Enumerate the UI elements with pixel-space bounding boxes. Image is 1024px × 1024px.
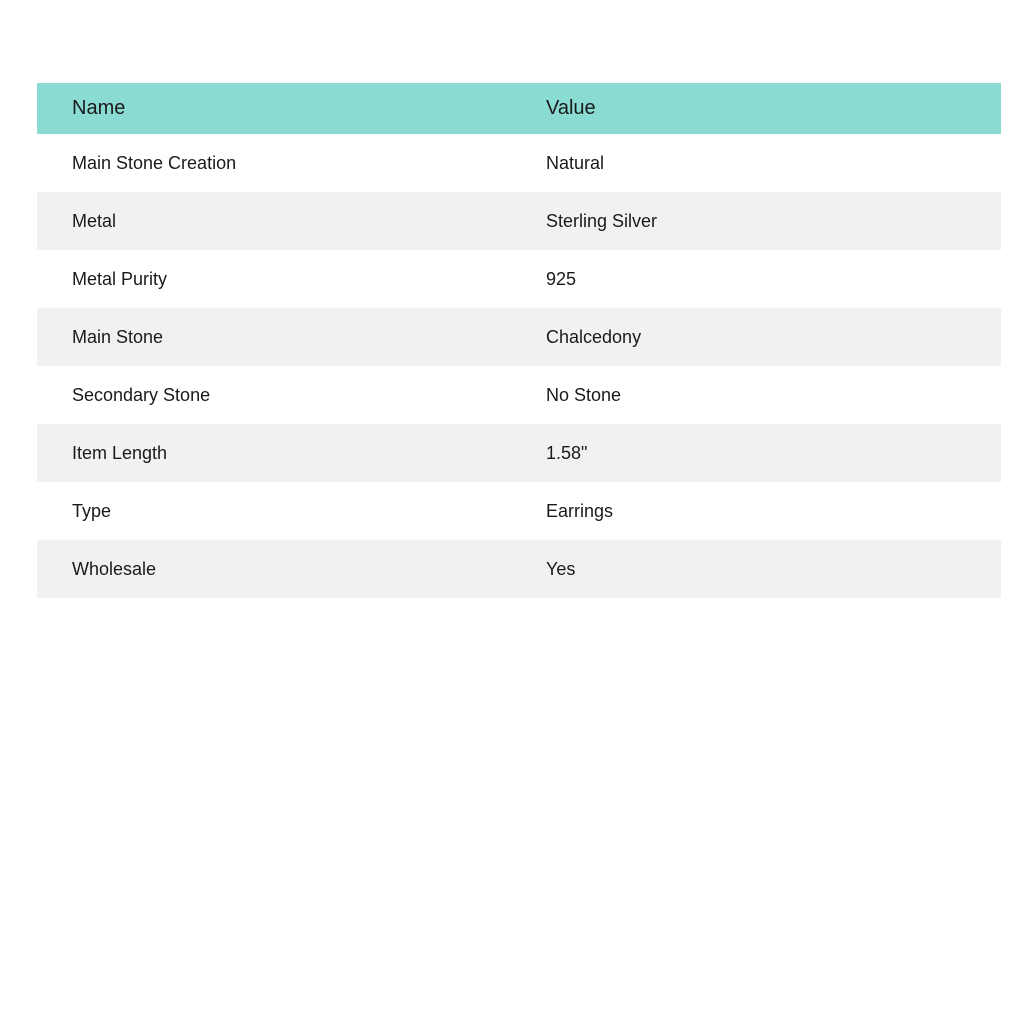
row-name: Main Stone Creation xyxy=(37,134,524,192)
specifications-table xyxy=(37,83,1001,598)
column-header-value: Value xyxy=(524,83,1001,134)
row-name: Secondary Stone xyxy=(37,366,524,424)
table-row xyxy=(37,540,1001,598)
table-row xyxy=(37,192,1001,250)
row-value: Chalcedony xyxy=(524,308,1001,366)
row-name: Wholesale xyxy=(37,540,524,598)
row-value: No Stone xyxy=(524,366,1001,424)
row-name: Metal Purity xyxy=(37,250,524,308)
column-header-name: Name xyxy=(37,83,524,134)
table-header-row xyxy=(37,83,1001,134)
row-value: Earrings xyxy=(524,482,1001,540)
row-name: Type xyxy=(37,482,524,540)
row-name: Metal xyxy=(37,192,524,250)
table-row xyxy=(37,366,1001,424)
table-row xyxy=(37,134,1001,192)
table-row xyxy=(37,482,1001,540)
table-row xyxy=(37,424,1001,482)
row-value: 925 xyxy=(524,250,1001,308)
table-body xyxy=(37,134,1001,598)
row-value: Natural xyxy=(524,134,1001,192)
row-value: 1.58" xyxy=(524,424,1001,482)
table-row xyxy=(37,250,1001,308)
row-name: Item Length xyxy=(37,424,524,482)
table-header xyxy=(37,83,1001,134)
row-name: Main Stone xyxy=(37,308,524,366)
row-value: Sterling Silver xyxy=(524,192,1001,250)
table-row xyxy=(37,308,1001,366)
row-value: Yes xyxy=(524,540,1001,598)
